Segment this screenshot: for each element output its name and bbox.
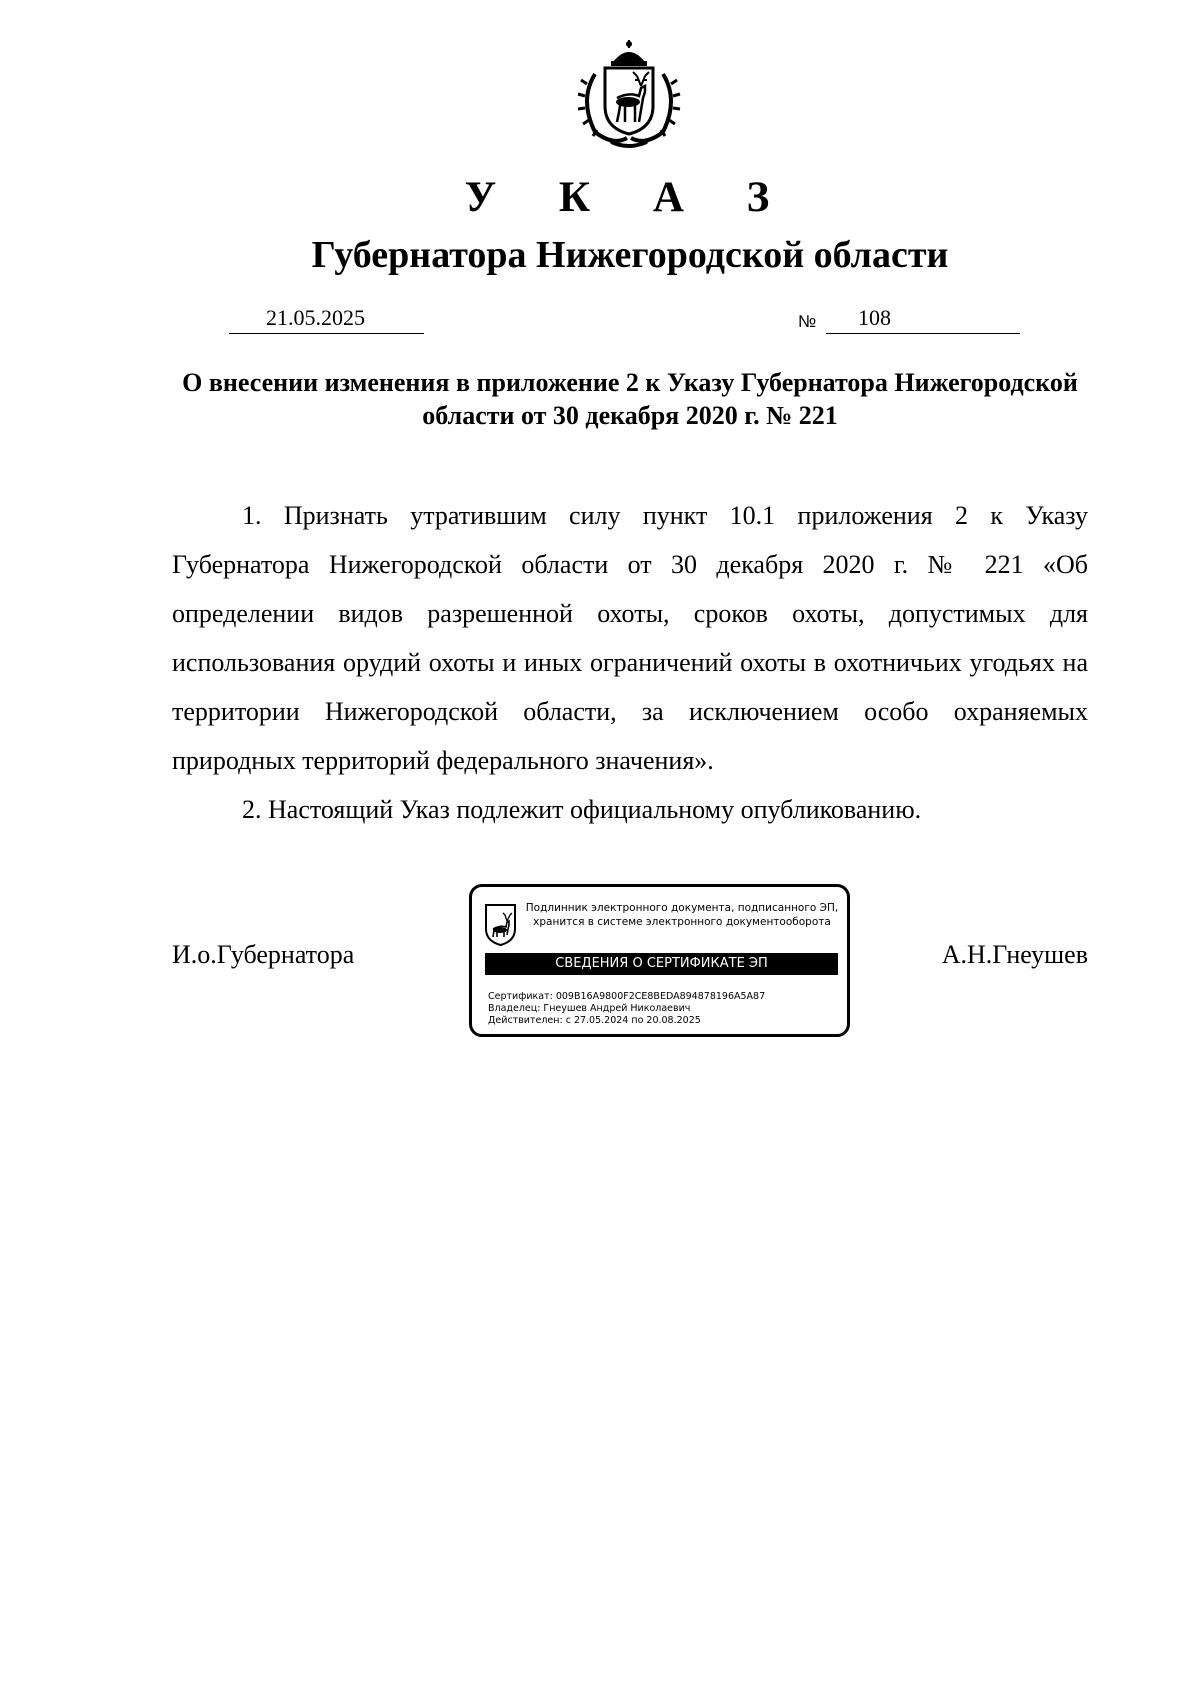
document-body [172,491,1088,834]
stamp-original-line-2: хранится в системе электронного документооборота [533,916,831,928]
paragraph-1: 1. Признать утратившим силу пункт 10.1 приложения 2 к Указу Губернатора Нижегородской области от 30 декабря 2020 г. № 221 «Об определении видов разрешенной охоты, сроков охоты, допустимых для использования орудий охоты и иных ограничений охоты в охотничьих угодьях на территории Нижегородской области, за исключением особо охраняемых природных территорий федерального значения». [172,501,1088,775]
electronic-signature-stamp [469,884,850,1037]
document-subject: О внесении изменения в приложение 2 к Указу Губернатора Нижегородской области от 30 декабря 2020 г. № 221 [182,368,1078,430]
stamp-header: СВЕДЕНИЯ О СЕРТИФИКАТЕ ЭП [485,953,838,975]
document-number [826,303,1020,334]
document-date [229,303,424,334]
coat-of-arms-icon [573,40,685,148]
paragraph-2: 2. Настоящий Указ подлежит официальному опубликованию. [242,795,922,824]
stamp-details [488,991,843,1027]
document-type: У К А З [464,174,796,221]
document-number-value: 108 [858,305,891,330]
number-label: № [798,312,817,331]
signer-title: И.о.Губернатора [172,940,355,969]
stamp-original-line-1: Подлинник электронного документа, подписанного ЭП, [525,902,839,914]
signer-name: А.Н.Гнеушев [941,940,1088,969]
deer-shield-icon [484,903,517,947]
stamp-certificate: Сертификат: 009B16A9800F2CE8BEDA894878196A5A87 [488,991,766,1002]
document-date-value: 21.05.2025 [266,305,365,330]
stamp-original-note [522,901,842,929]
stamp-owner: Владелец: Гнеушев Андрей Николаевич [488,1003,691,1014]
stamp-validity: Действителен: с 27.05.2024 по 20.08.2025 [488,1015,701,1026]
document-issuer: Губернатора Нижегородской области [311,234,949,276]
